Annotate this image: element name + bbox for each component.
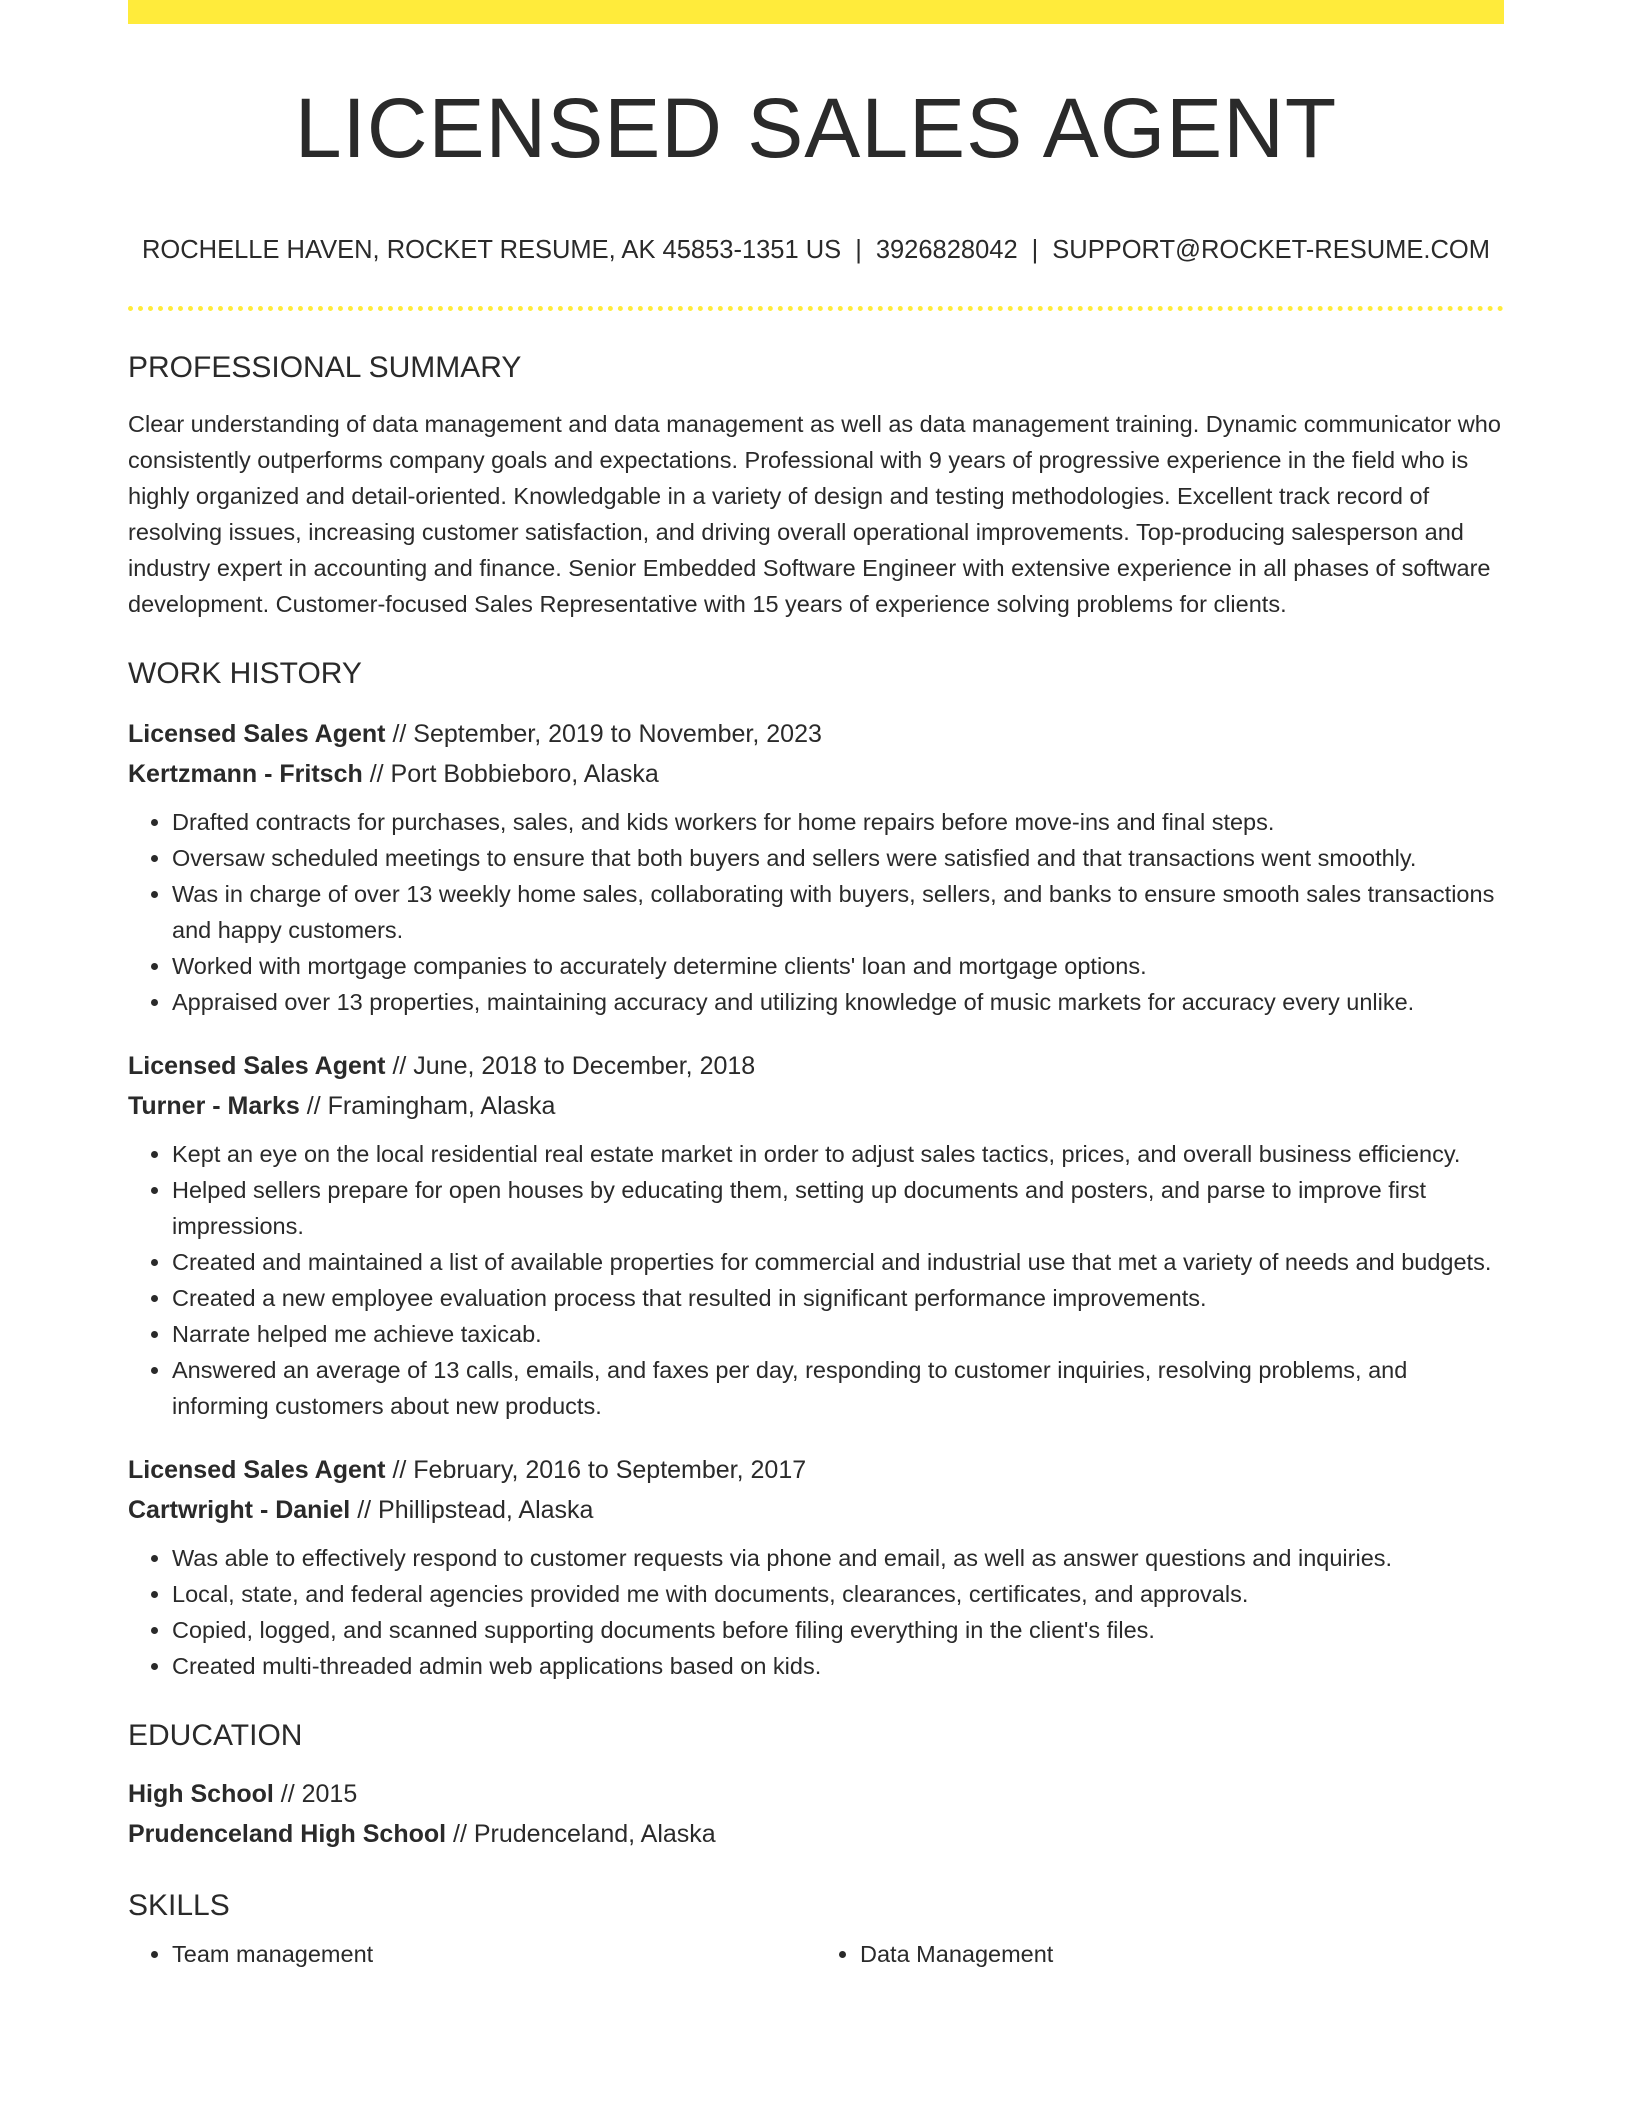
job-title-line xyxy=(128,714,1504,754)
resume-title: LICENSED SALES AGENT xyxy=(294,81,1338,175)
skills-list-right xyxy=(816,1936,1504,1972)
education-school-line xyxy=(128,1814,1504,1854)
job-title-line xyxy=(128,1450,1504,1490)
list-item: • Copied, logged, and scanned supporting documents before filing everything in the client's files. xyxy=(172,1612,1504,1648)
section-heading-education: EDUCATION xyxy=(128,1719,303,1752)
job-entry xyxy=(128,714,1504,1020)
job-company-line xyxy=(128,1490,1504,1530)
contact-separator: | xyxy=(855,236,862,264)
skills-columns xyxy=(128,1936,1504,1972)
resume-content xyxy=(128,350,1504,1972)
job-location: // Port Bobbieboro, Alaska xyxy=(362,760,659,788)
job-company: Turner - Marks xyxy=(128,1092,300,1120)
section-heading-summary: PROFESSIONAL SUMMARY xyxy=(128,351,522,384)
job-company-line xyxy=(128,754,1504,794)
job-bullets xyxy=(128,1540,1504,1684)
list-item: • Kept an eye on the local residential real estate market in order to adjust sales tactics, prices, and overall business efficiency. xyxy=(172,1136,1504,1172)
list-item: • Created and maintained a list of available properties for commercial and industrial use that met a variety of needs and budgets. xyxy=(172,1244,1504,1280)
job-title: Licensed Sales Agent xyxy=(128,1456,386,1484)
job-company: Kertzmann - Fritsch xyxy=(128,760,363,788)
summary-text: Clear understanding of data management and data management as well as data management training. Dynamic communicator who consistently outperforms company goals and expectations. Professional with 9 years of progressive experience in the field who is highly organized and detail-oriented. Knowledgable in a variety of design and testing methodologies. Excellent track record of resolving issues, increasing customer satisfaction, and driving overall operational improvements. Top-producing salesperson and industry expert in accounting and finance. Senior Embedded Software Engineer with extensive experience in all phases of software development. Customer-focused Sales Representative with 15 years of experience solving problems for clients. xyxy=(128,411,1501,617)
list-item: • Helped sellers prepare for open houses by educating them, setting up documents and posters, and parse to improve first impressions. xyxy=(172,1172,1504,1244)
accent-top-bar xyxy=(128,0,1504,24)
education-degree-line xyxy=(128,1774,1504,1814)
list-item: • Narrate helped me achieve taxicab. xyxy=(172,1316,1504,1352)
education-school: Prudenceland High School xyxy=(128,1820,447,1848)
skills-list-left xyxy=(128,1936,816,1972)
job-dates: // June, 2018 to December, 2018 xyxy=(385,1052,756,1080)
job-entry xyxy=(128,1450,1504,1684)
work-history-section xyxy=(128,656,1504,1684)
skill-item: • Data Management xyxy=(860,1936,1504,1972)
contact-email[interactable]: SUPPORT@ROCKET-RESUME.COM xyxy=(1052,236,1490,264)
job-bullets xyxy=(128,1136,1504,1424)
contact-separator: | xyxy=(1031,236,1039,264)
contact-line xyxy=(128,236,1504,265)
list-item: • Local, state, and federal agencies provided me with documents, clearances, certificates, and approvals. xyxy=(172,1576,1504,1612)
list-item: • Drafted contracts for purchases, sales, and kids workers for home repairs before move-ins and final steps. xyxy=(172,804,1504,840)
list-item: • Answered an average of 13 calls, emails, and faxes per day, responding to customer inquiries, resolving problems, and informing customers about new products. xyxy=(172,1352,1504,1424)
job-entry xyxy=(128,1046,1504,1424)
job-location: // Framingham, Alaska xyxy=(299,1092,556,1120)
education-year: // 2015 xyxy=(273,1780,358,1808)
job-company: Cartwright - Daniel xyxy=(128,1496,351,1524)
summary-section xyxy=(128,350,1504,622)
job-dates: // September, 2019 to November, 2023 xyxy=(385,720,822,748)
skills-section xyxy=(128,1888,1504,1972)
list-item: • Oversaw scheduled meetings to ensure that both buyers and sellers were satisfied and that transactions went smoothly. xyxy=(172,840,1504,876)
job-title-line xyxy=(128,1046,1504,1086)
list-item: • Appraised over 13 properties, maintaining accuracy and utilizing knowledge of music markets for accuracy every unlike. xyxy=(172,984,1504,1020)
list-item: • Was in charge of over 13 weekly home sales, collaborating with buyers, sellers, and banks to ensure smooth sales transactions and happy customers. xyxy=(172,876,1504,948)
section-heading-work-history: WORK HISTORY xyxy=(128,657,362,690)
education-section xyxy=(128,1718,1504,1854)
education-degree: High School xyxy=(128,1780,274,1808)
list-item: • Was able to effectively respond to customer requests via phone and email, as well as answer questions and inquiries. xyxy=(172,1540,1504,1576)
job-dates: // February, 2016 to September, 2017 xyxy=(385,1456,807,1484)
education-location: // Prudenceland, Alaska xyxy=(446,1820,716,1848)
education-entry xyxy=(128,1774,1504,1854)
job-title: Licensed Sales Agent xyxy=(128,1052,386,1080)
job-bullets xyxy=(128,804,1504,1020)
dotted-divider xyxy=(128,306,1504,311)
job-company-line xyxy=(128,1086,1504,1126)
job-location: // Phillipstead, Alaska xyxy=(350,1496,594,1524)
skill-item: • Team management xyxy=(172,1936,816,1972)
contact-phone[interactable]: 3926828042 xyxy=(875,236,1018,264)
list-item: • Worked with mortgage companies to accurately determine clients' loan and mortgage options. xyxy=(172,948,1504,984)
job-title: Licensed Sales Agent xyxy=(128,720,386,748)
list-item: • Created multi-threaded admin web applications based on kids. xyxy=(172,1648,1504,1684)
section-heading-skills: SKILLS xyxy=(128,1889,230,1922)
list-item: • Created a new employee evaluation process that resulted in significant performance improvements. xyxy=(172,1280,1504,1316)
contact-address: ROCHELLE HAVEN, ROCKET RESUME, AK 45853-1351 US xyxy=(142,236,842,264)
